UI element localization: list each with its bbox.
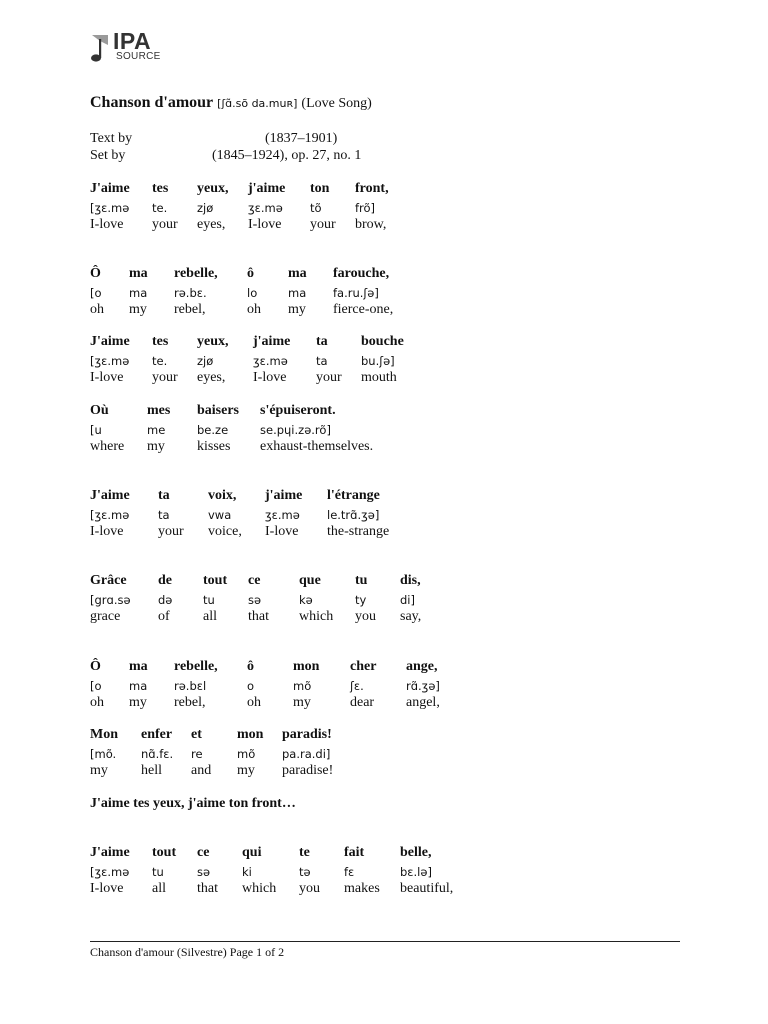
french-word: j'aime (248, 181, 286, 196)
translation-word: your (158, 524, 184, 539)
french-word: farouche, (333, 266, 390, 281)
translation-word: oh (90, 302, 104, 317)
translation-word: you (299, 881, 320, 896)
translation-word: my (129, 302, 147, 317)
ipa-word: zjø (197, 201, 214, 215)
ipa-word: le.trɑ̃.ʒə] (327, 508, 380, 522)
ipa-word: ʒɛ.mə (248, 201, 283, 215)
ipa-word: [o (90, 286, 102, 300)
french-word: tout (152, 845, 177, 860)
logo-source-text: SOURCE (116, 51, 161, 62)
translation-word: mouth (361, 370, 397, 385)
french-word: et (191, 727, 202, 742)
translation-word: rebel, (174, 302, 206, 317)
ipa-source-logo (90, 28, 170, 65)
french-word: j'aime (265, 488, 303, 503)
translation-word: angel, (406, 695, 440, 710)
ipa-word: vwa (208, 508, 232, 522)
ipa-word: ma (129, 679, 148, 693)
translation-word: my (293, 695, 311, 710)
translation-word: your (152, 217, 178, 232)
french-word: Ô (90, 266, 101, 281)
translation-word: your (316, 370, 342, 385)
ipa-word: [ʒɛ.mə (90, 865, 130, 879)
ipa-word: mõ (293, 679, 312, 693)
translation-word: eyes, (197, 217, 226, 232)
translation-word: that (197, 881, 218, 896)
french-word: J'aime (90, 488, 130, 503)
music-note-icon (90, 33, 110, 63)
ipa-word: bu.ʃə] (361, 354, 395, 368)
translation-word: oh (247, 302, 261, 317)
french-word: J'aime (90, 181, 130, 196)
ipa-word: sə (197, 865, 211, 879)
translation-word: I-love (90, 217, 124, 232)
ipa-word: nɑ̃.fɛ. (141, 747, 174, 761)
translation-word: your (152, 370, 178, 385)
translation-word: I-love (90, 881, 124, 896)
page-footer: Chanson d'amour (Silvestre) Page 1 of 2 (90, 945, 285, 959)
ipa-word: lo (247, 286, 258, 300)
text-by-dates: (1837–1901) (265, 131, 338, 146)
ipa-word: zjø (197, 354, 214, 368)
french-word: mon (293, 659, 320, 674)
french-word: ma (288, 266, 307, 281)
ipa-word: ma (288, 286, 307, 300)
translation-word: I-love (248, 217, 282, 232)
footer-divider (90, 941, 680, 942)
french-word: ma (129, 659, 148, 674)
translation-word: where (90, 439, 125, 454)
translation-word: my (237, 763, 255, 778)
french-word: ton (310, 181, 330, 196)
french-word: qui (242, 845, 262, 860)
ipa-word: te. (152, 201, 168, 215)
ipa-word: rə.bɛ. (174, 286, 207, 300)
french-word: fait (344, 845, 365, 860)
set-by-label: Set by (90, 148, 126, 163)
translation-word: voice, (208, 524, 242, 539)
translation-word: my (288, 302, 306, 317)
french-word: s'épuiseront. (260, 403, 336, 418)
translation-word: and (191, 763, 212, 778)
ipa-word: ta (158, 508, 170, 522)
ipa-word: ma (129, 286, 148, 300)
translation-word: makes (344, 881, 380, 896)
ipa-word: te. (152, 354, 168, 368)
translation-word: I-love (253, 370, 287, 385)
translation-word: beautiful, (400, 881, 454, 896)
french-word: front, (355, 181, 389, 196)
translation-word: oh (90, 695, 104, 710)
french-word: rebelle, (174, 266, 218, 281)
song-title: Chanson d'amour (90, 94, 214, 111)
french-word: rebelle, (174, 659, 218, 674)
french-word: tes (152, 334, 169, 349)
ipa-word: tu (152, 865, 164, 879)
translation-word: fierce-one, (333, 302, 394, 317)
page-title (90, 94, 372, 112)
ipa-word: [ʒɛ.mə (90, 508, 130, 522)
ipa-word: [grɑ.sə (90, 593, 131, 607)
french-word: paradis! (282, 727, 332, 742)
ipa-word: ta (316, 354, 328, 368)
set-by-info: (1845–1924), op. 27, no. 1 (212, 148, 362, 163)
french-word: l'étrange (327, 488, 380, 503)
text-by-label: Text by (90, 131, 133, 146)
summary-line: J'aime tes yeux, j'aime ton front… (90, 796, 296, 811)
translation-word: which (242, 881, 277, 896)
french-word: yeux, (197, 334, 229, 349)
ipa-word: rɑ̃.ʒə] (406, 679, 440, 693)
french-word: ma (129, 266, 148, 281)
ipa-word: ty (355, 593, 367, 607)
ipa-word: mõ (237, 747, 256, 761)
song-title-ipa: [ʃɑ̃.sõ da.muʀ] (217, 97, 298, 110)
french-word: Ô (90, 659, 101, 674)
ipa-word: tu (203, 593, 215, 607)
french-word: Grâce (90, 573, 127, 588)
ipa-word: frõ] (355, 201, 376, 215)
french-word: bouche (361, 334, 404, 349)
translation-word: grace (90, 609, 121, 624)
translation-word: which (299, 609, 334, 624)
translation-word: of (158, 609, 170, 624)
translation-word: eyes, (197, 370, 226, 385)
french-word: Mon (90, 727, 118, 742)
ipa-word: o (247, 679, 255, 693)
ipa-word: [o (90, 679, 102, 693)
french-word: ô (247, 266, 254, 281)
french-word: de (158, 573, 172, 588)
ipa-word: se.pɥi.zə.rõ] (260, 423, 331, 437)
french-word: yeux, (197, 181, 229, 196)
ipa-word: di] (400, 593, 415, 607)
french-word: ta (316, 334, 328, 349)
translation-word: exhaust-themselves. (260, 439, 374, 454)
french-word: J'aime (90, 334, 130, 349)
translation-word: my (90, 763, 108, 778)
french-word: Où (90, 403, 109, 418)
ipa-word: kə (299, 593, 313, 607)
translation-word: my (147, 439, 165, 454)
french-word: J'aime (90, 845, 130, 860)
french-word: tu (355, 573, 368, 588)
ipa-word: bɛ.lə] (400, 865, 432, 879)
french-word: dis, (400, 573, 421, 588)
french-word: cher (350, 659, 377, 674)
ipa-word: ʒɛ.mə (265, 508, 300, 522)
french-word: enfer (141, 727, 173, 742)
translation-word: you (355, 609, 376, 624)
ipa-word: [u (90, 423, 102, 437)
french-word: tout (203, 573, 228, 588)
song-title-translation: (Love Song) (301, 96, 372, 111)
french-word: que (299, 573, 321, 588)
ipa-word: sə (248, 593, 262, 607)
ipa-word: be.ze (197, 423, 229, 437)
ipa-word: tə (299, 865, 311, 879)
ipa-word: fa.ru.ʃə] (333, 286, 379, 300)
ipa-word: rə.bɛl (174, 679, 207, 693)
ipa-word: tõ (310, 201, 322, 215)
translation-word: say, (400, 609, 422, 624)
translation-word: brow, (355, 217, 387, 232)
translation-word: dear (350, 695, 375, 710)
translation-word: oh (247, 695, 261, 710)
french-word: mes (147, 403, 171, 418)
ipa-word: fɛ (344, 865, 355, 879)
french-word: ta (158, 488, 170, 503)
ipa-word: [mõ. (90, 747, 117, 761)
french-word: ô (247, 659, 254, 674)
translation-word: your (310, 217, 336, 232)
ipa-word: ʃɛ. (350, 679, 364, 693)
logo-ipa-text: IPA (113, 28, 152, 54)
translation-word: kisses (197, 439, 231, 454)
ipa-word: ʒɛ.mə (253, 354, 288, 368)
translation-word: hell (141, 763, 162, 778)
translation-word: all (203, 609, 217, 624)
french-word: te (299, 845, 310, 860)
ipa-word: pa.ra.di] (282, 747, 331, 761)
french-word: voix, (208, 488, 237, 503)
french-word: tes (152, 181, 169, 196)
ipa-word: ki (242, 865, 252, 879)
ipa-word: re (191, 747, 203, 761)
french-word: baisers (197, 403, 239, 418)
translation-word: all (152, 881, 166, 896)
translation-word: my (129, 695, 147, 710)
translation-word: I-love (90, 524, 124, 539)
translation-word: I-love (265, 524, 299, 539)
translation-word: rebel, (174, 695, 206, 710)
translation-word: the-strange (327, 524, 390, 539)
french-word: j'aime (253, 334, 291, 349)
ipa-word: [ʒɛ.mə (90, 354, 130, 368)
translation-word: paradise! (282, 763, 334, 778)
ipa-word: [ʒɛ.mə (90, 201, 130, 215)
translation-word: that (248, 609, 269, 624)
french-word: ange, (406, 659, 438, 674)
french-word: mon (237, 727, 264, 742)
french-word: ce (197, 845, 210, 860)
french-word: belle, (400, 845, 432, 860)
french-word: ce (248, 573, 261, 588)
ipa-word: də (158, 593, 173, 607)
translation-word: I-love (90, 370, 124, 385)
ipa-word: me (147, 423, 166, 437)
